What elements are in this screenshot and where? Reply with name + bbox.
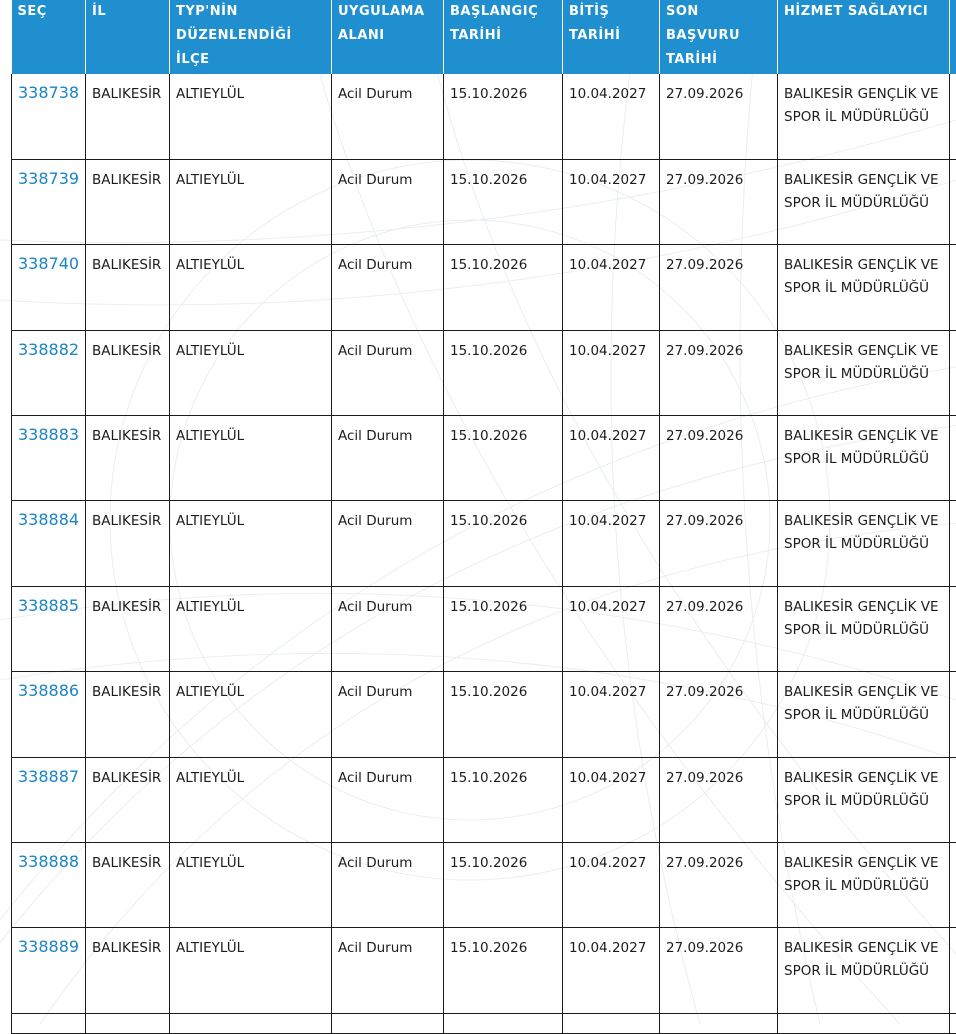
header-il-line: İL: [92, 0, 163, 24]
cell-ilce: ALTIEYLÜL: [170, 74, 332, 159]
cell-extra: [950, 928, 956, 1013]
cell-sec: [12, 672, 86, 757]
select-link[interactable]: 338888: [18, 852, 79, 871]
table-body: [12, 74, 956, 1033]
cell-ilce: ALTIEYLÜL: [170, 245, 332, 330]
header-ilce: [170, 0, 332, 74]
cell-sec: [12, 928, 86, 1013]
cell-bitis-tarihi: 10.04.2027: [563, 757, 660, 842]
cell-extra: [950, 843, 956, 928]
cell-uygulama-alani: Acil Durum: [332, 501, 444, 586]
select-link[interactable]: 338740: [18, 254, 79, 273]
table-row: [12, 928, 956, 1013]
cell-baslangic-tarihi: 15.10.2026: [444, 159, 563, 244]
cell-baslangic-tarihi: 15.10.2026: [444, 672, 563, 757]
select-link[interactable]: 338886: [18, 681, 79, 700]
cell-baslangic-tarihi: 15.10.2026: [444, 586, 563, 671]
table-row: [12, 245, 956, 330]
header-hizmet-saglayici: [778, 0, 950, 74]
cell-sec: [12, 245, 86, 330]
cell-baslangic-tarihi: 15.10.2026: [444, 330, 563, 415]
cell-ilce: ALTIEYLÜL: [170, 330, 332, 415]
cell-partial: [12, 1013, 86, 1033]
cell-ilce: ALTIEYLÜL: [170, 501, 332, 586]
header-bitis-tarihi: [563, 0, 660, 74]
cell-bitis-tarihi: 10.04.2027: [563, 928, 660, 1013]
cell-son-basvuru-tarihi: 27.09.2026: [660, 416, 778, 501]
table-row: [12, 586, 956, 671]
header-uygulama-alani-line: ALANI: [338, 24, 437, 48]
select-link[interactable]: 338738: [18, 83, 79, 102]
cell-uygulama-alani: Acil Durum: [332, 245, 444, 330]
cell-sec: [12, 501, 86, 586]
header-son-basvuru-tarihi-line: TARİHİ: [666, 48, 771, 72]
cell-son-basvuru-tarihi: 27.09.2026: [660, 757, 778, 842]
cell-sec: [12, 416, 86, 501]
cell-il: BALIKESİR: [86, 159, 170, 244]
cell-son-basvuru-tarihi: 27.09.2026: [660, 586, 778, 671]
cell-partial: [86, 1013, 170, 1033]
header-uygulama-alani-line: UYGULAMA: [338, 0, 437, 24]
cell-partial: [170, 1013, 332, 1033]
select-link[interactable]: 338887: [18, 767, 79, 786]
cell-il: BALIKESİR: [86, 501, 170, 586]
cell-extra: [950, 586, 956, 671]
cell-bitis-tarihi: 10.04.2027: [563, 843, 660, 928]
select-link[interactable]: 338889: [18, 937, 79, 956]
select-link[interactable]: 338885: [18, 596, 79, 615]
cell-il: BALIKESİR: [86, 843, 170, 928]
cell-sec: [12, 74, 86, 159]
header-ilce-line: DÜZENLENDİĞİ: [176, 24, 325, 48]
cell-il: BALIKESİR: [86, 928, 170, 1013]
cell-baslangic-tarihi: 15.10.2026: [444, 757, 563, 842]
header-bitis-tarihi-line: TARİHİ: [569, 24, 653, 48]
results-table-container: [11, 0, 956, 1034]
header-sec-line: SEÇ: [18, 0, 80, 24]
header-ilce-line: İLÇE: [176, 48, 325, 72]
cell-baslangic-tarihi: 15.10.2026: [444, 416, 563, 501]
header-son-basvuru-tarihi-line: SON: [666, 0, 771, 24]
cell-hizmet-saglayici: BALIKESİR GENÇLİK VE SPOR İL MÜDÜRLÜĞÜ: [778, 672, 950, 757]
cell-il: BALIKESİR: [86, 74, 170, 159]
cell-extra: [950, 159, 956, 244]
cell-ilce: ALTIEYLÜL: [170, 159, 332, 244]
cell-extra: [950, 672, 956, 757]
header-baslangic-tarihi-line: TARİHİ: [450, 24, 556, 48]
table-row: [12, 330, 956, 415]
header-sec: [12, 0, 86, 74]
cell-il: BALIKESİR: [86, 757, 170, 842]
cell-bitis-tarihi: 10.04.2027: [563, 586, 660, 671]
header-bitis-tarihi-line: BİTİŞ: [569, 0, 653, 24]
cell-ilce: ALTIEYLÜL: [170, 672, 332, 757]
header-row: [12, 0, 956, 74]
cell-son-basvuru-tarihi: 27.09.2026: [660, 501, 778, 586]
table-row: [12, 757, 956, 842]
cell-il: BALIKESİR: [86, 586, 170, 671]
table-header: [12, 0, 956, 74]
table-row: [12, 843, 956, 928]
select-link[interactable]: 338882: [18, 340, 79, 359]
cell-extra: [950, 501, 956, 586]
cell-uygulama-alani: Acil Durum: [332, 159, 444, 244]
cell-son-basvuru-tarihi: 27.09.2026: [660, 928, 778, 1013]
cell-sec: [12, 843, 86, 928]
cell-il: BALIKESİR: [86, 416, 170, 501]
results-table: [11, 0, 956, 1034]
cell-sec: [12, 586, 86, 671]
header-ilce-line: TYP'NİN: [176, 0, 325, 24]
table-row-partial: [12, 1013, 956, 1033]
cell-extra: [950, 757, 956, 842]
cell-il: BALIKESİR: [86, 330, 170, 415]
cell-hizmet-saglayici: BALIKESİR GENÇLİK VE SPOR İL MÜDÜRLÜĞÜ: [778, 416, 950, 501]
cell-baslangic-tarihi: 15.10.2026: [444, 843, 563, 928]
header-uygulama-alani: [332, 0, 444, 74]
cell-sec: [12, 330, 86, 415]
header-baslangic-tarihi: [444, 0, 563, 74]
cell-hizmet-saglayici: BALIKESİR GENÇLİK VE SPOR İL MÜDÜRLÜĞÜ: [778, 330, 950, 415]
cell-partial: [563, 1013, 660, 1033]
cell-il: BALIKESİR: [86, 245, 170, 330]
cell-extra: [950, 330, 956, 415]
cell-uygulama-alani: Acil Durum: [332, 672, 444, 757]
cell-uygulama-alani: Acil Durum: [332, 586, 444, 671]
select-link[interactable]: 338884: [18, 510, 79, 529]
cell-uygulama-alani: Acil Durum: [332, 843, 444, 928]
cell-son-basvuru-tarihi: 27.09.2026: [660, 330, 778, 415]
cell-hizmet-saglayici: BALIKESİR GENÇLİK VE SPOR İL MÜDÜRLÜĞÜ: [778, 245, 950, 330]
cell-ilce: ALTIEYLÜL: [170, 757, 332, 842]
cell-hizmet-saglayici: BALIKESİR GENÇLİK VE SPOR İL MÜDÜRLÜĞÜ: [778, 843, 950, 928]
cell-partial: [332, 1013, 444, 1033]
cell-bitis-tarihi: 10.04.2027: [563, 330, 660, 415]
cell-bitis-tarihi: 10.04.2027: [563, 245, 660, 330]
cell-sec: [12, 757, 86, 842]
header-extra: [950, 0, 956, 74]
cell-hizmet-saglayici: BALIKESİR GENÇLİK VE SPOR İL MÜDÜRLÜĞÜ: [778, 74, 950, 159]
cell-baslangic-tarihi: 15.10.2026: [444, 501, 563, 586]
cell-partial: [660, 1013, 778, 1033]
table-row: [12, 416, 956, 501]
cell-uygulama-alani: Acil Durum: [332, 757, 444, 842]
header-son-basvuru-tarihi: [660, 0, 778, 74]
cell-ilce: ALTIEYLÜL: [170, 928, 332, 1013]
cell-hizmet-saglayici: BALIKESİR GENÇLİK VE SPOR İL MÜDÜRLÜĞÜ: [778, 757, 950, 842]
header-baslangic-tarihi-line: BAŞLANGIÇ: [450, 0, 556, 24]
cell-hizmet-saglayici: BALIKESİR GENÇLİK VE SPOR İL MÜDÜRLÜĞÜ: [778, 501, 950, 586]
header-il: [86, 0, 170, 74]
cell-uygulama-alani: Acil Durum: [332, 928, 444, 1013]
cell-hizmet-saglayici: BALIKESİR GENÇLİK VE SPOR İL MÜDÜRLÜĞÜ: [778, 928, 950, 1013]
cell-hizmet-saglayici: BALIKESİR GENÇLİK VE SPOR İL MÜDÜRLÜĞÜ: [778, 159, 950, 244]
cell-bitis-tarihi: 10.04.2027: [563, 416, 660, 501]
cell-bitis-tarihi: 10.04.2027: [563, 501, 660, 586]
cell-extra: [950, 74, 956, 159]
cell-ilce: ALTIEYLÜL: [170, 416, 332, 501]
cell-ilce: ALTIEYLÜL: [170, 843, 332, 928]
cell-sec: [12, 159, 86, 244]
cell-uygulama-alani: Acil Durum: [332, 416, 444, 501]
cell-extra: [950, 416, 956, 501]
cell-son-basvuru-tarihi: 27.09.2026: [660, 245, 778, 330]
cell-partial: [950, 1013, 956, 1033]
cell-son-basvuru-tarihi: 27.09.2026: [660, 672, 778, 757]
cell-uygulama-alani: Acil Durum: [332, 330, 444, 415]
header-son-basvuru-tarihi-line: BAŞVURU: [666, 24, 771, 48]
cell-baslangic-tarihi: 15.10.2026: [444, 928, 563, 1013]
cell-il: BALIKESİR: [86, 672, 170, 757]
cell-uygulama-alani: Acil Durum: [332, 74, 444, 159]
cell-son-basvuru-tarihi: 27.09.2026: [660, 74, 778, 159]
cell-hizmet-saglayici: BALIKESİR GENÇLİK VE SPOR İL MÜDÜRLÜĞÜ: [778, 586, 950, 671]
header-hizmet-saglayici-line: HİZMET SAĞLAYICI: [784, 0, 943, 24]
cell-partial: [444, 1013, 563, 1033]
cell-bitis-tarihi: 10.04.2027: [563, 159, 660, 244]
cell-ilce: ALTIEYLÜL: [170, 586, 332, 671]
cell-baslangic-tarihi: 15.10.2026: [444, 74, 563, 159]
cell-son-basvuru-tarihi: 27.09.2026: [660, 159, 778, 244]
cell-extra: [950, 245, 956, 330]
table-row: [12, 159, 956, 244]
cell-bitis-tarihi: 10.04.2027: [563, 672, 660, 757]
table-row: [12, 501, 956, 586]
cell-son-basvuru-tarihi: 27.09.2026: [660, 843, 778, 928]
table-row: [12, 672, 956, 757]
select-link[interactable]: 338883: [18, 425, 79, 444]
table-row: [12, 74, 956, 159]
cell-partial: [778, 1013, 950, 1033]
select-link[interactable]: 338739: [18, 169, 79, 188]
cell-baslangic-tarihi: 15.10.2026: [444, 245, 563, 330]
cell-bitis-tarihi: 10.04.2027: [563, 74, 660, 159]
